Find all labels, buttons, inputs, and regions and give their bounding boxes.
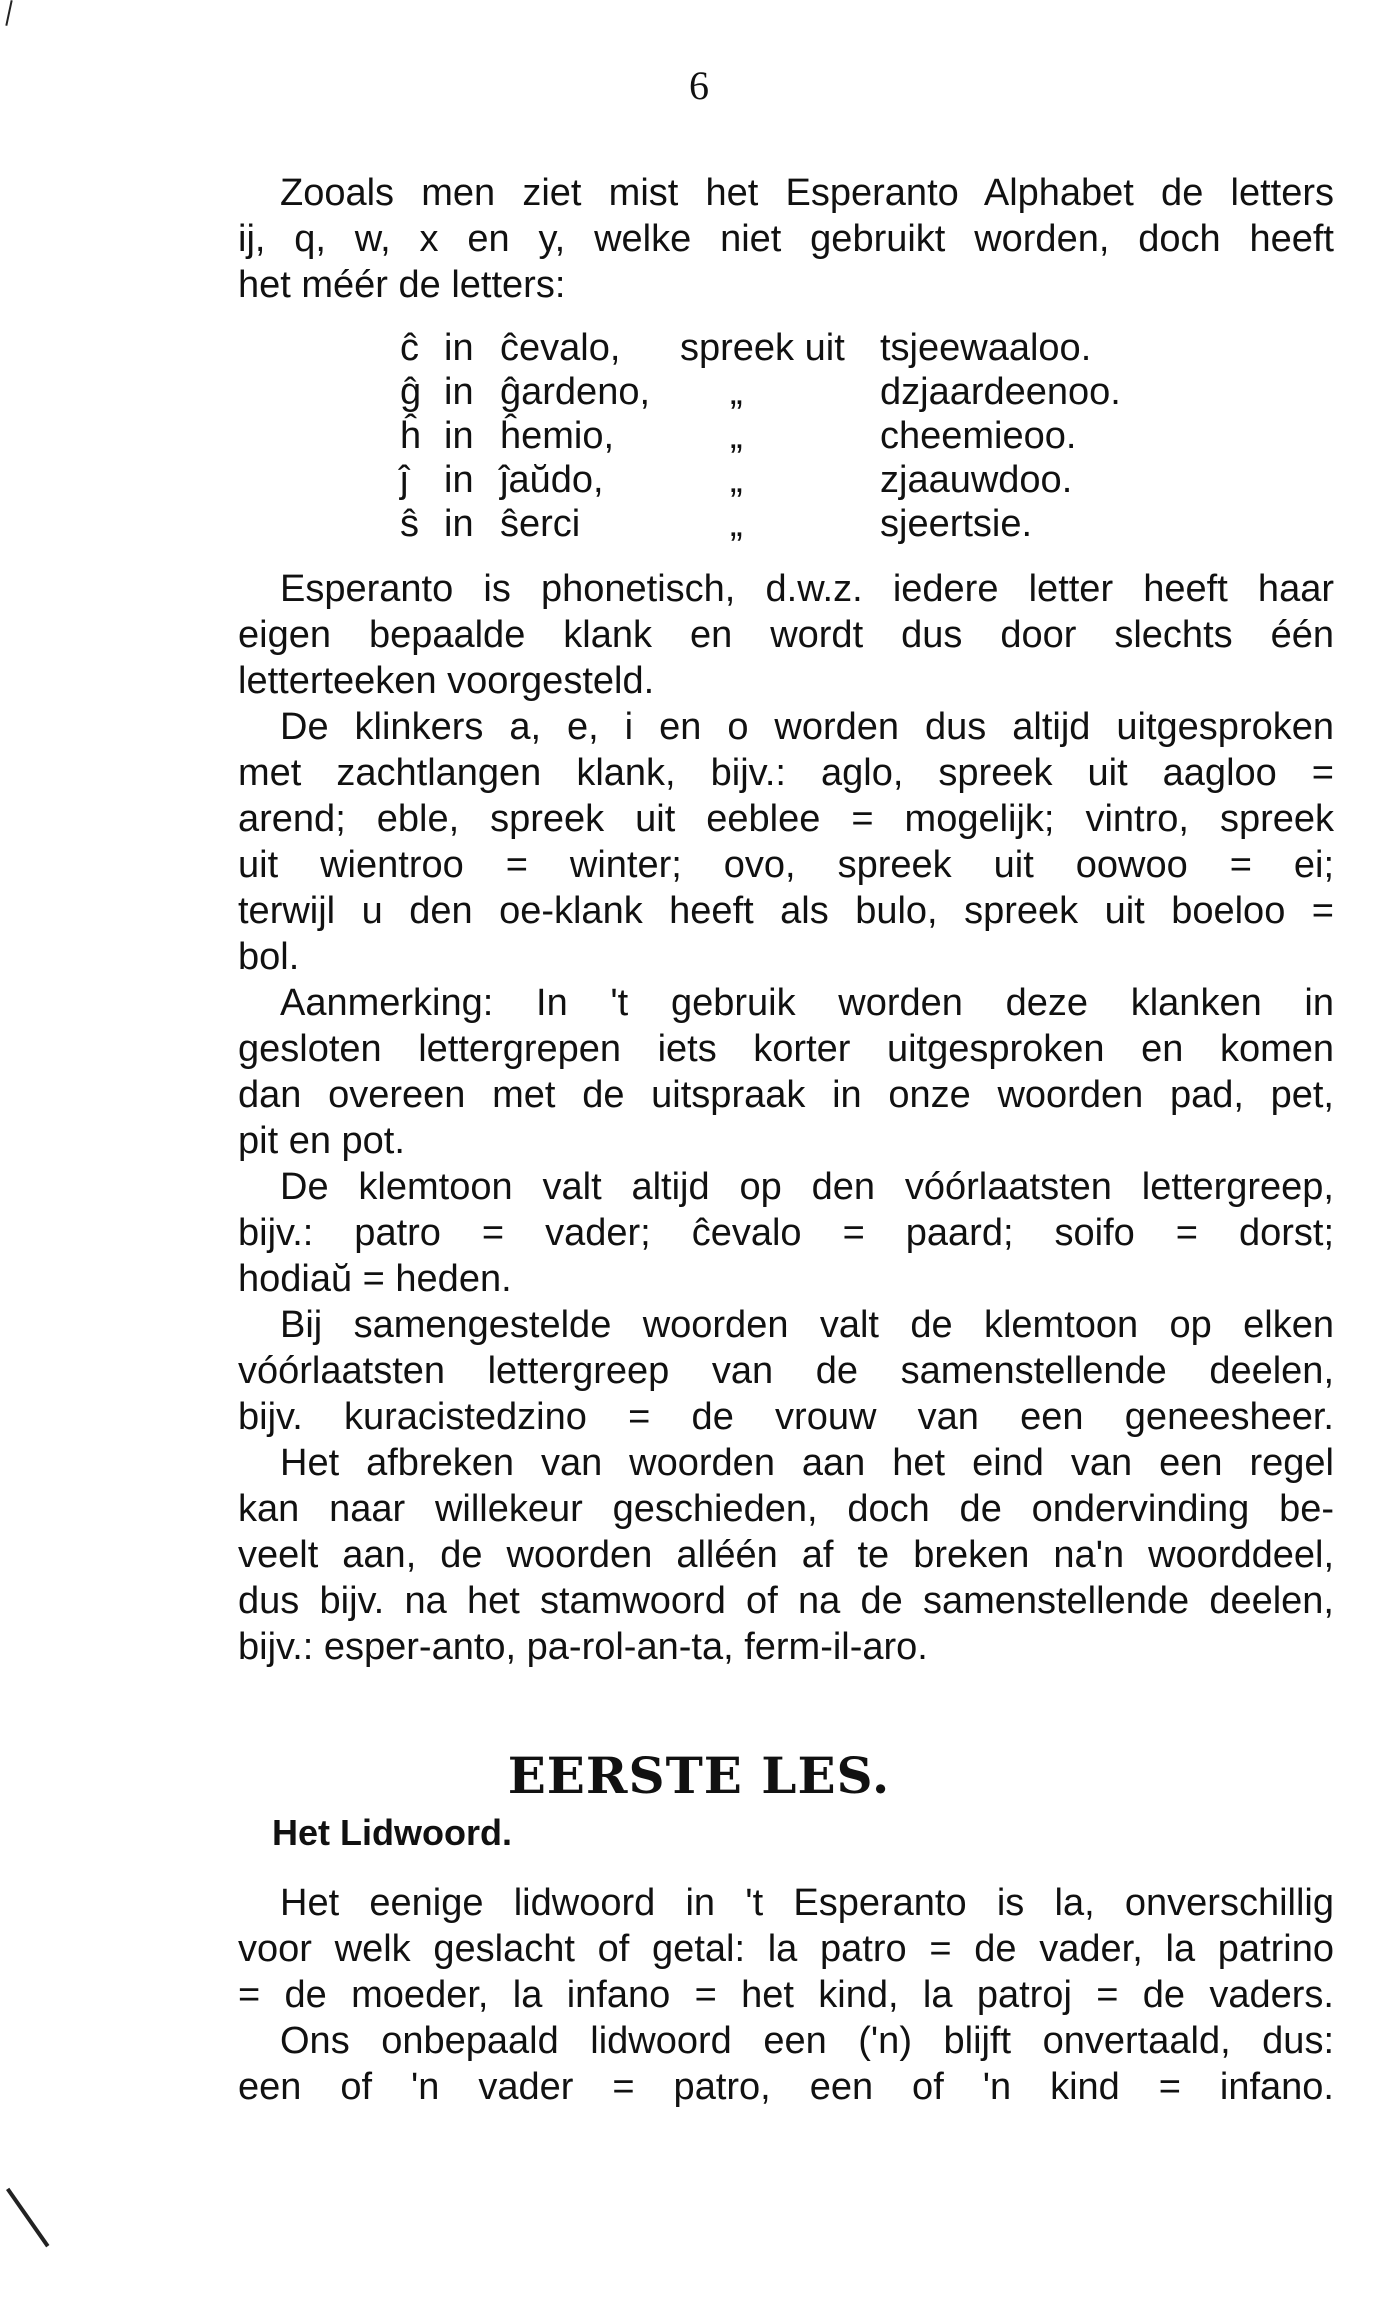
- text-line: pit en pot.: [238, 1120, 405, 1162]
- text-line: arend; eble, spreek uit eeblee = mogelijk; vintro, spreek: [238, 798, 1334, 840]
- text-line: Bij samengestelde woorden valt de klemtoon op elken: [280, 1304, 1334, 1346]
- ditto-mark: „: [730, 415, 743, 457]
- text-line: bol.: [238, 936, 300, 978]
- ditto-mark: „: [730, 503, 743, 545]
- letter: ŝ: [400, 503, 419, 545]
- example-word: ĝardeno,: [500, 371, 651, 413]
- text-line: kan naar willekeur geschieden, doch de ondervinding be-: [238, 1488, 1334, 1530]
- text-line: eigen bepaalde klank en wordt dus door slechts één: [238, 614, 1334, 656]
- alphabet-row: [400, 458, 1300, 502]
- ditto-mark: „: [730, 459, 743, 501]
- text-line: bijv. kuracistedzino = de vrouw van een geneesheer.: [238, 1396, 1334, 1438]
- in-word: in: [444, 415, 474, 457]
- text-line: letterteeken voorgesteld.: [238, 660, 655, 702]
- text-line: Esperanto is phonetisch, d.w.z. iedere letter heeft haar: [280, 568, 1334, 610]
- letter: ĝ: [400, 371, 422, 413]
- in-word: in: [444, 327, 474, 369]
- section-heading: Het Lidwoord.: [272, 1812, 512, 1853]
- text-line: = de moeder, la infano = het kind, la patroj = de vaders.: [238, 1974, 1334, 2016]
- text-line: dan overeen met de uitspraak in onze woorden pad, pet,: [238, 1074, 1334, 1116]
- intro-paragraph: [238, 170, 1334, 308]
- ditto-mark: „: [730, 371, 743, 413]
- example-word: ĵaŭdo,: [500, 459, 604, 501]
- text-line: Ons onbepaald lidwoord een ('n) blijft onvertaald, dus:: [280, 2020, 1334, 2062]
- text-line: een of 'n vader = patro, een of 'n kind = infano.: [238, 2066, 1334, 2108]
- alphabet-row: [400, 326, 1300, 370]
- text-line: terwijl u den oe-klank heeft als bulo, spreek uit boeloo =: [238, 890, 1334, 932]
- example-word: ĥemio,: [500, 415, 615, 457]
- example-word: ĉevalo,: [500, 327, 621, 369]
- alphabet-row: [400, 370, 1300, 414]
- text-line: Aanmerking: In 't gebruik worden deze klanken in: [280, 982, 1334, 1024]
- body-text: [238, 566, 1334, 1670]
- text-line: het méér de letters:: [238, 264, 566, 306]
- page-number: 6: [689, 63, 709, 108]
- text-line: voor welk geslacht of getal: la patro = de vader, la patrino: [238, 1928, 1334, 1970]
- in-word: in: [444, 371, 474, 413]
- text-line: Het eenige lidwoord in 't Esperanto is la, onverschillig: [280, 1882, 1334, 1924]
- pronunciation: tsjeewaaloo.: [880, 327, 1092, 369]
- alphabet-table: [400, 326, 1300, 546]
- lesson-title: EERSTE LES.: [507, 1746, 891, 1805]
- letter: ĵ: [400, 459, 409, 501]
- pronunciation: dzjaardeenoo.: [880, 371, 1121, 413]
- spreek-uit: spreek uit: [680, 327, 845, 369]
- pronunciation: sjeertsie.: [880, 503, 1033, 545]
- in-word: in: [444, 459, 474, 501]
- text-line: ij, q, w, x en y, welke niet gebruikt worden, doch heeft: [238, 218, 1334, 260]
- pronunciation: cheemieoo.: [880, 415, 1077, 457]
- text-line: dus bijv. na het stamwoord of na de samenstellende deelen,: [238, 1580, 1334, 1622]
- text-line: Het afbreken van woorden aan het eind van een regel: [280, 1442, 1334, 1484]
- scan-artifact: [6, 2188, 49, 2248]
- text-line: vóórlaatsten lettergreep van de samenstellende deelen,: [238, 1350, 1334, 1392]
- text-line: veelt aan, de woorden alléén af te breken na'n woorddeel,: [238, 1534, 1334, 1576]
- text-line: uit wientroo = winter; ovo, spreek uit oowoo = ei;: [238, 844, 1334, 886]
- lesson-text: [238, 1880, 1334, 2110]
- text-line: De klinkers a, e, i en o worden dus altijd uitgesproken: [280, 706, 1334, 748]
- text-line: bijv.: esper-anto, pa-rol-an-ta, ferm-il-aro.: [238, 1626, 928, 1668]
- text-line: met zachtlangen klank, bijv.: aglo, spreek uit aagloo =: [238, 752, 1334, 794]
- text-line: De klemtoon valt altijd op den vóórlaatsten lettergreep,: [280, 1166, 1334, 1208]
- scan-artifact: [5, 0, 12, 26]
- text-line: hodiaŭ = heden.: [238, 1258, 512, 1300]
- in-word: in: [444, 503, 474, 545]
- alphabet-row: [400, 502, 1300, 546]
- letter: ĥ: [400, 415, 422, 457]
- example-word: ŝerci: [500, 503, 581, 545]
- pronunciation: zjaauwdoo.: [880, 459, 1073, 501]
- text-line: Zooals men ziet mist het Esperanto Alphabet de letters: [280, 172, 1334, 214]
- text-line: gesloten lettergrepen iets korter uitgesproken en komen: [238, 1028, 1334, 1070]
- letter: ĉ: [400, 327, 419, 369]
- text-line: bijv.: patro = vader; ĉevalo = paard; soifo = dorst;: [238, 1212, 1334, 1254]
- alphabet-row: [400, 414, 1300, 458]
